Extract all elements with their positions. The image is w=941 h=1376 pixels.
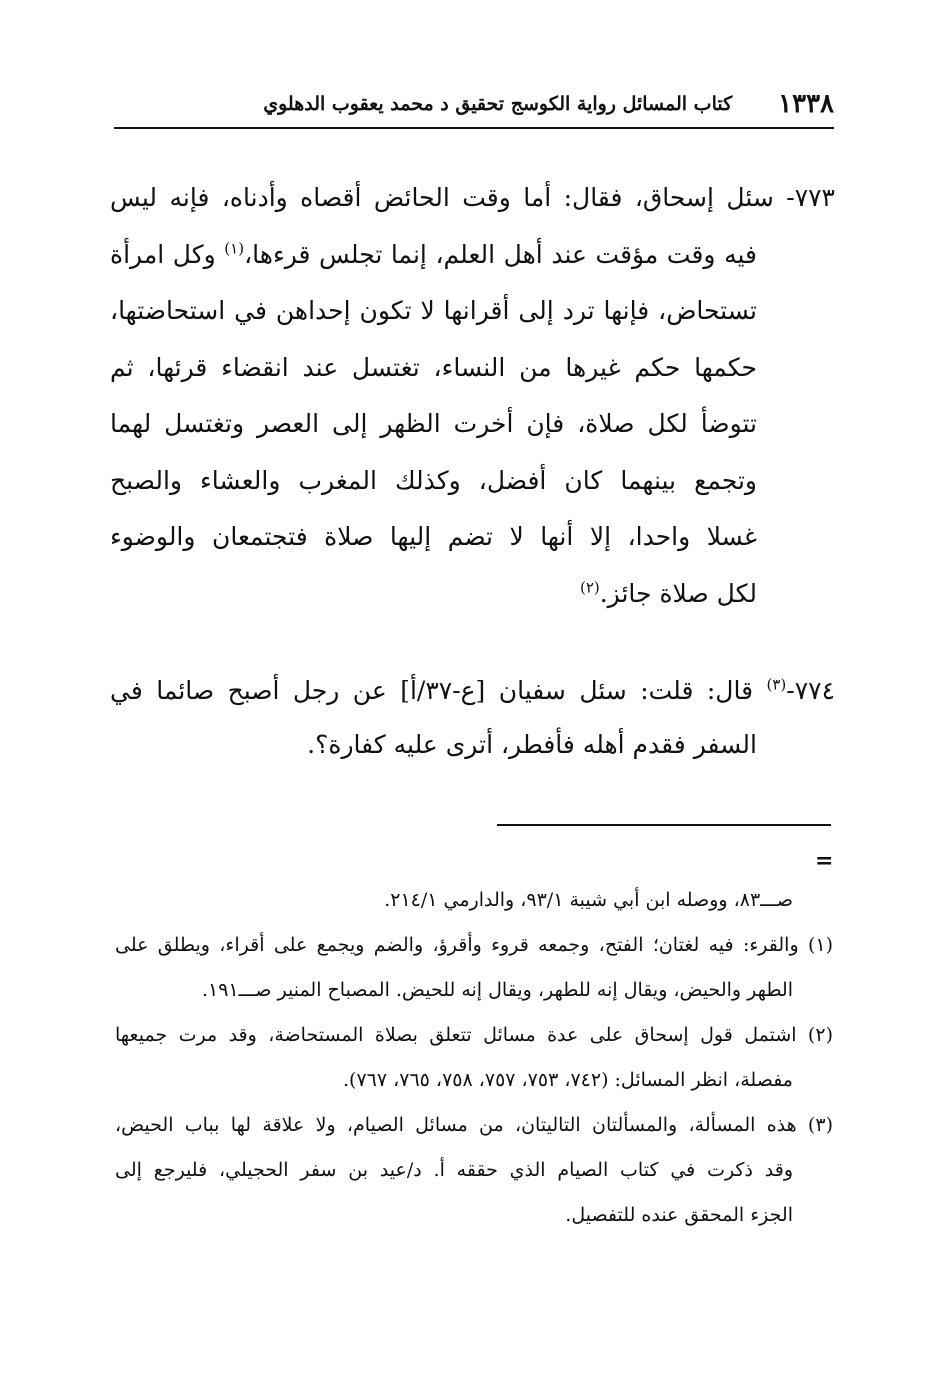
footnote-line: مفصلة، انظر المسائل: (٧٤٢، ٧٥٣، ٧٥٧، ٧٥٨، ٧٦٥، ٧٦٧). [343,1069,793,1091]
text-line: وتجمع بينهما كان أفضل، وكذلك المغرب والعشاء والصبح [110,465,757,495]
footnote-separator [497,824,831,826]
header-rule [114,127,834,129]
text-fragment: لكل صلاة جائز. [599,578,757,608]
footnote-1 [115,923,833,1013]
footnote-ref-1: (١) [224,239,245,258]
text-line [110,227,757,284]
footnote-ref-2: (٢) [579,578,600,597]
footnote-3 [115,1103,833,1238]
question-774-body [110,718,835,772]
footnote-2 [115,1013,833,1103]
text-fragment: وكل امرأة [110,239,225,269]
footnote-line: (٢) اشتمل قول إسحاق على عدة مسائل تتعلق بصلاة المستحاضة، وقد مرت جميعها [115,1024,833,1046]
text-line: تتوضأ لكل صلاة، فإن أخرت الظهر إلى العصر وتغتسل لهما [110,409,757,438]
footnote-line: وقد ذكرت في كتاب الصيام الذي حققه أ. د/عيد بن سفر الحجيلي، فليرجع إلى [115,1159,793,1181]
footnote-line: صـــ٨٣، ووصله ابن أبي شيبة ٩٣/١، والدارمي ٢١٤/١. [384,889,793,911]
text-fragment: فيه وقت مؤقت عند أهل العلم، إنما تجلس قرءها، [244,239,757,269]
question-number: ٧٧٤- [786,676,836,705]
text-line [110,566,757,623]
running-title: كتاب المسائل رواية الكوسج تحقيق د محمد يعقوب الدهلوي [263,93,733,115]
text-line: حكمها حكم غيرها من النساء، تغتسل عند انقضاء قرئها، ثم [110,352,757,382]
footnote-line: (٣) هذه المسألة، والمسألتان التاليتان، من مسائل الصيام، ولا علاقة لها بباب الحيض، [115,1114,833,1136]
page-number: ١٣٣٨ [778,89,834,119]
text-line [110,664,835,718]
footnote-ref-3: (٣) [766,675,787,694]
question-773 [110,170,835,622]
question-773-body [110,227,835,623]
page-header [114,82,834,126]
text-line: تستحاض، فإنها ترد إلى أقرانها لا تكون إحداهن في استحاضتها، [110,296,757,325]
footnote-line: الطهر والحيض، ويقال إنه للطهر، ويقال إنه للحيض. المصباح المنير صـــ١٩١. [201,979,793,1001]
question-774 [110,664,835,772]
text-line: غسلا واحدا، إلا أنها لا تضم إليها صلاة فتجتمعان والوضوء [110,522,757,551]
footnote-line: (١) والقرء: فيه لغتان؛ الفتح، وجمعه قروء وأقرؤ، والضم ويجمع على أقراء، ويطلق على [115,934,833,956]
text-line: السفر فقدم أهله فأفطر، أترى عليه كفارة؟. [307,730,757,759]
text-fragment: قال: قلت: سئل سفيان [ع-٣٧/أ] عن رجل أصبح صائما في [110,676,754,705]
footnote-line: الجزء المحقق عنده للتفصيل. [565,1204,793,1226]
continuation-mark: = [815,848,834,874]
footnotes [115,878,833,1238]
text-line: ٧٧٣- سئل إسحاق، فقال: أما وقت الحائض أقصاه وأدناه، فإنه ليس [110,183,835,212]
footnote-continuation [115,878,833,923]
